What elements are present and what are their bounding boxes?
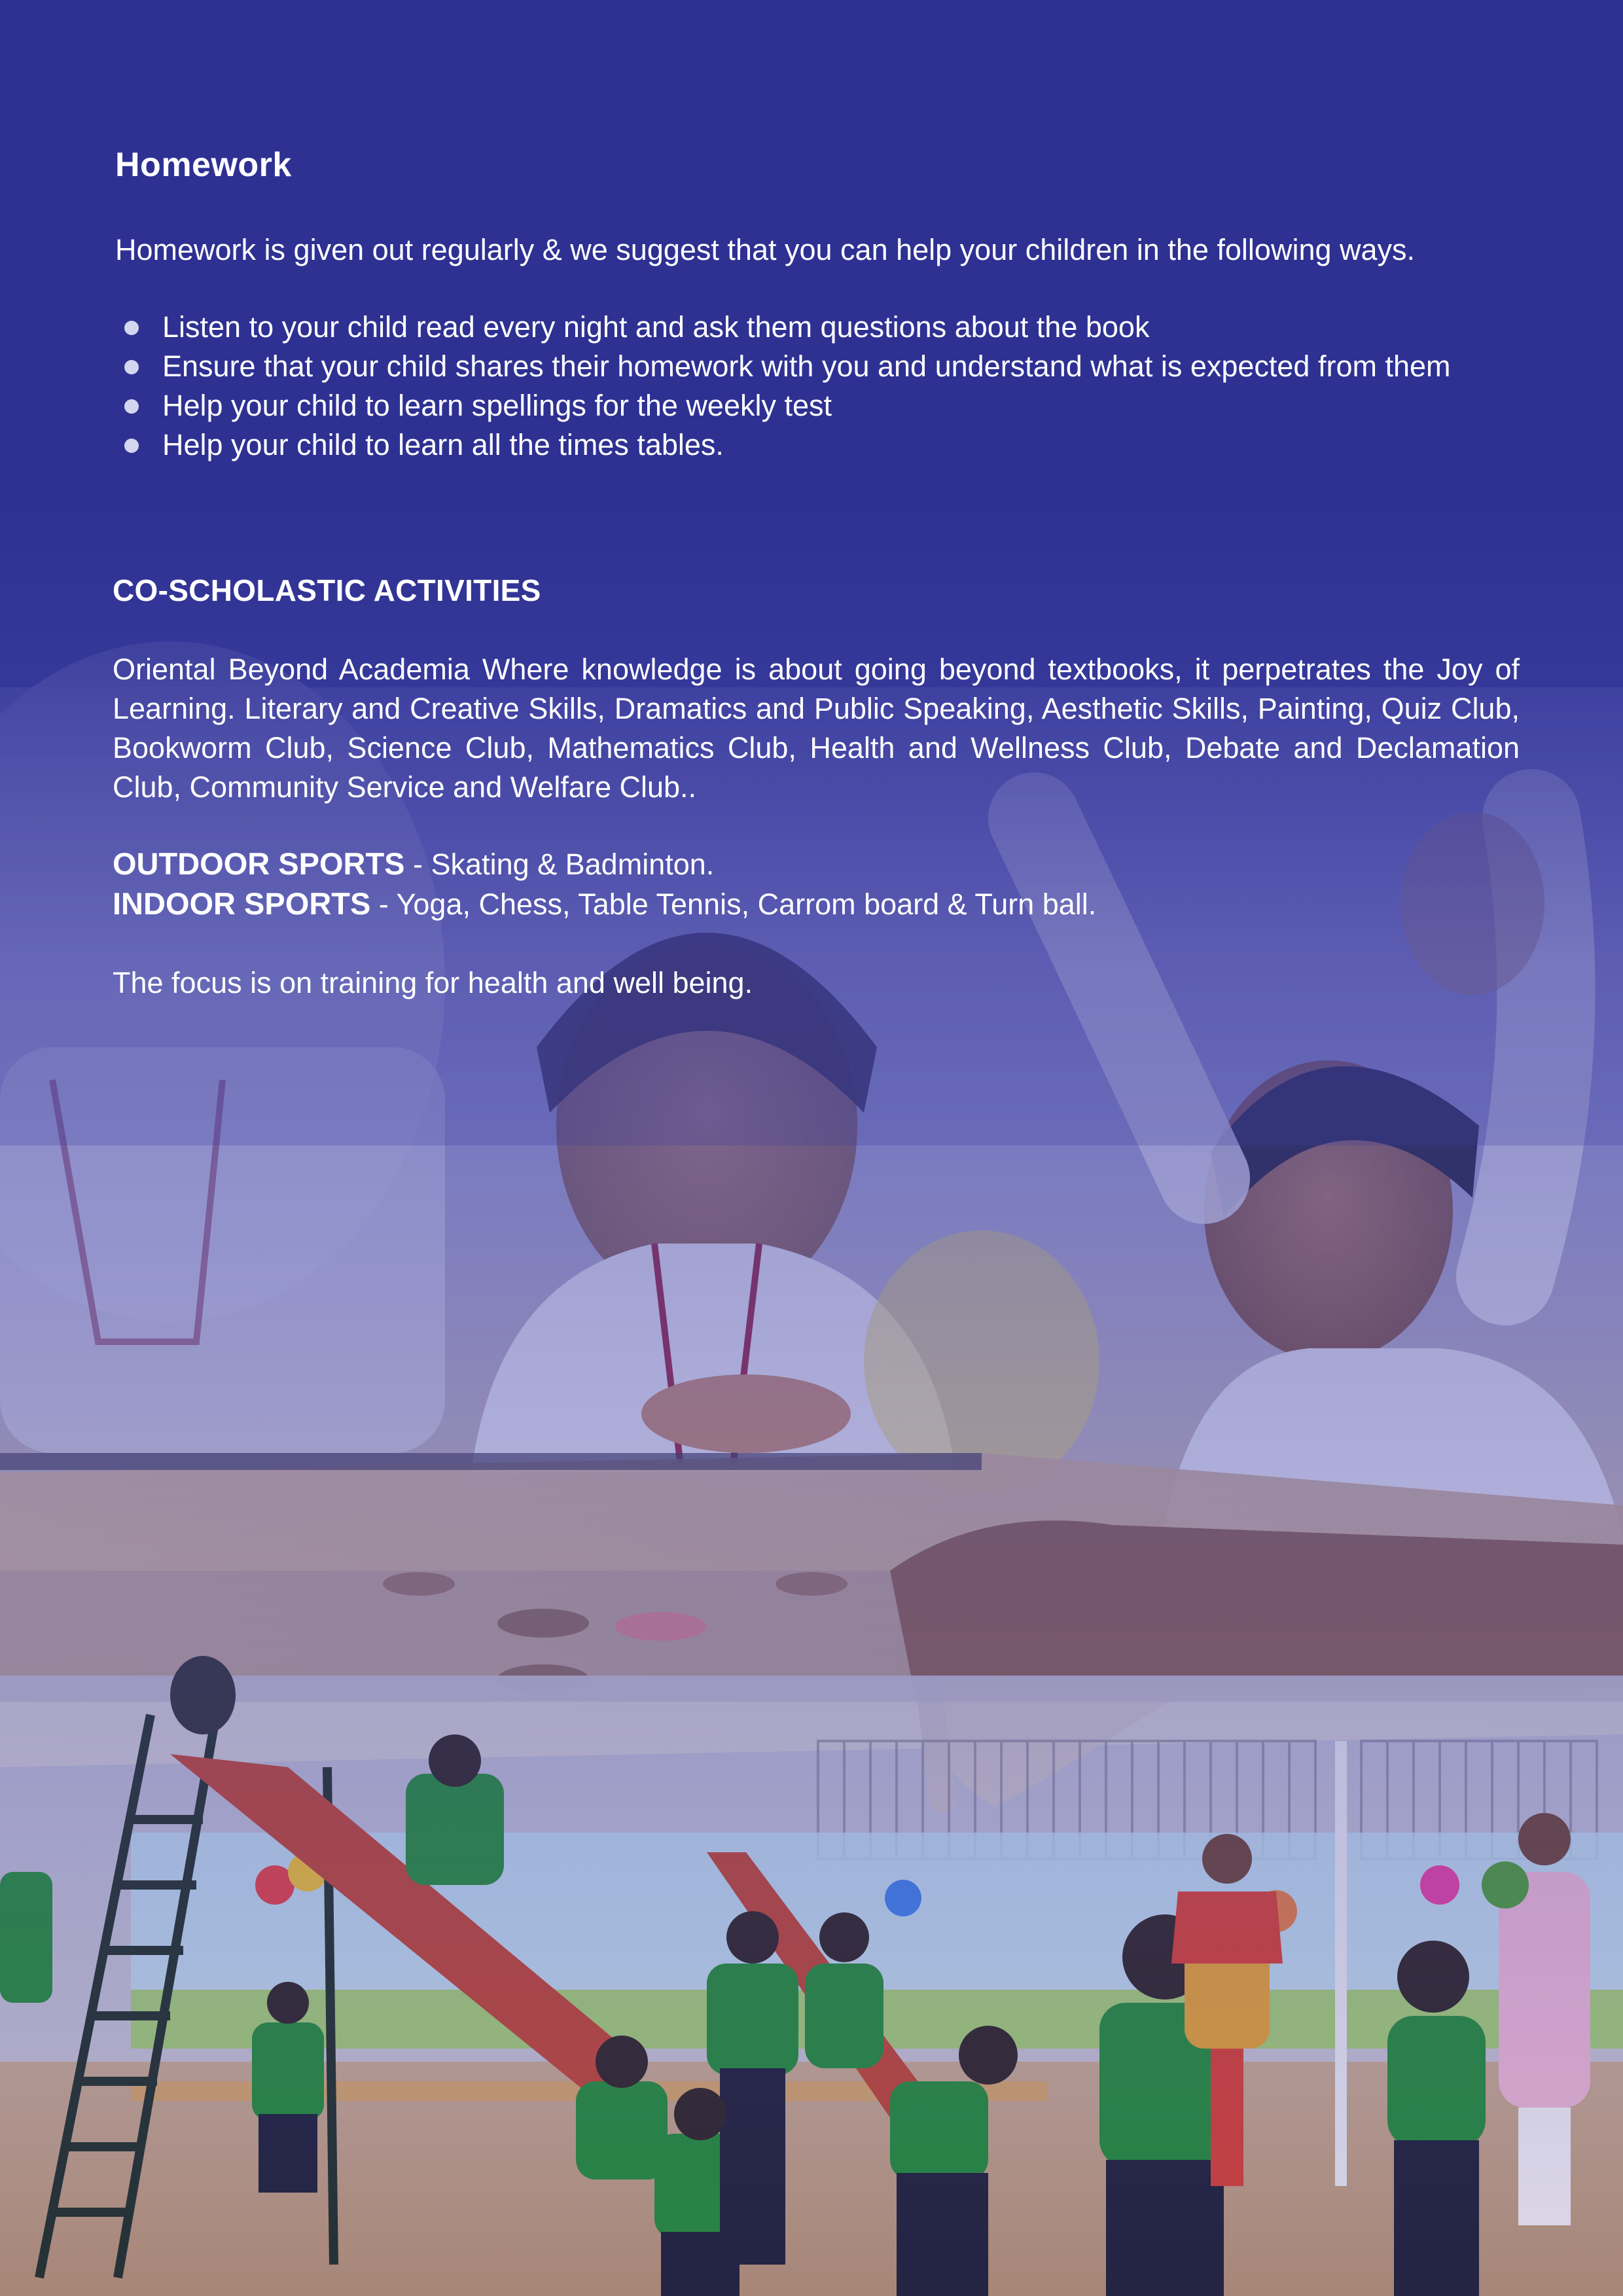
bullet-icon bbox=[124, 321, 139, 335]
outdoor-sports-label: OUTDOOR SPORTS bbox=[113, 846, 405, 881]
indoor-sports-label: INDOOR SPORTS bbox=[113, 886, 371, 921]
outdoor-sports-line bbox=[113, 844, 1096, 884]
list-item-text: Help your child to learn spellings for the weekly test bbox=[162, 389, 832, 422]
bullet-icon bbox=[124, 439, 139, 453]
focus-statement: The focus is on training for health and well being. bbox=[113, 966, 753, 999]
co-scholastic-paragraph: Oriental Beyond Academia Where knowledge is about going beyond textbooks, it perpetrates the Joy of Learning. Literary and Creative Skills, Dramatics and Public Speaking, Aesthetic Skills, Painting, Quiz Club, Bookworm Club, Science Club, Mathematics Club, Health and Wellness Club, Debate and Declamation Club, Community Service and Welfare Club.. bbox=[113, 653, 1520, 804]
bullet-icon bbox=[124, 360, 139, 374]
co-scholastic-heading: CO-SCHOLASTIC ACTIVITIES bbox=[113, 573, 541, 607]
homework-intro: Homework is given out regularly & we suggest that you can help your children in the following ways. bbox=[115, 233, 1416, 266]
list-item bbox=[124, 308, 1451, 347]
homework-heading: Homework bbox=[115, 146, 292, 184]
list-item-text: Listen to your child read every night and ask them questions about the book bbox=[162, 310, 1150, 344]
indoor-sports-text: - Yoga, Chess, Table Tennis, Carrom board & Turn ball. bbox=[370, 888, 1097, 921]
list-item-text: Ensure that your child shares their homework with you and understand what is expected from them bbox=[162, 350, 1451, 383]
bullet-icon bbox=[124, 399, 139, 414]
outdoor-sports-text: - Skating & Badminton. bbox=[404, 848, 715, 881]
homework-tips-list bbox=[124, 308, 1451, 465]
sports-section bbox=[113, 844, 1096, 924]
list-item bbox=[124, 347, 1451, 386]
indoor-sports-line bbox=[113, 884, 1096, 924]
list-item-text: Help your child to learn all the times tables. bbox=[162, 428, 724, 461]
content-area bbox=[0, 0, 1623, 1047]
list-item bbox=[124, 425, 1451, 465]
list-item bbox=[124, 386, 1451, 425]
